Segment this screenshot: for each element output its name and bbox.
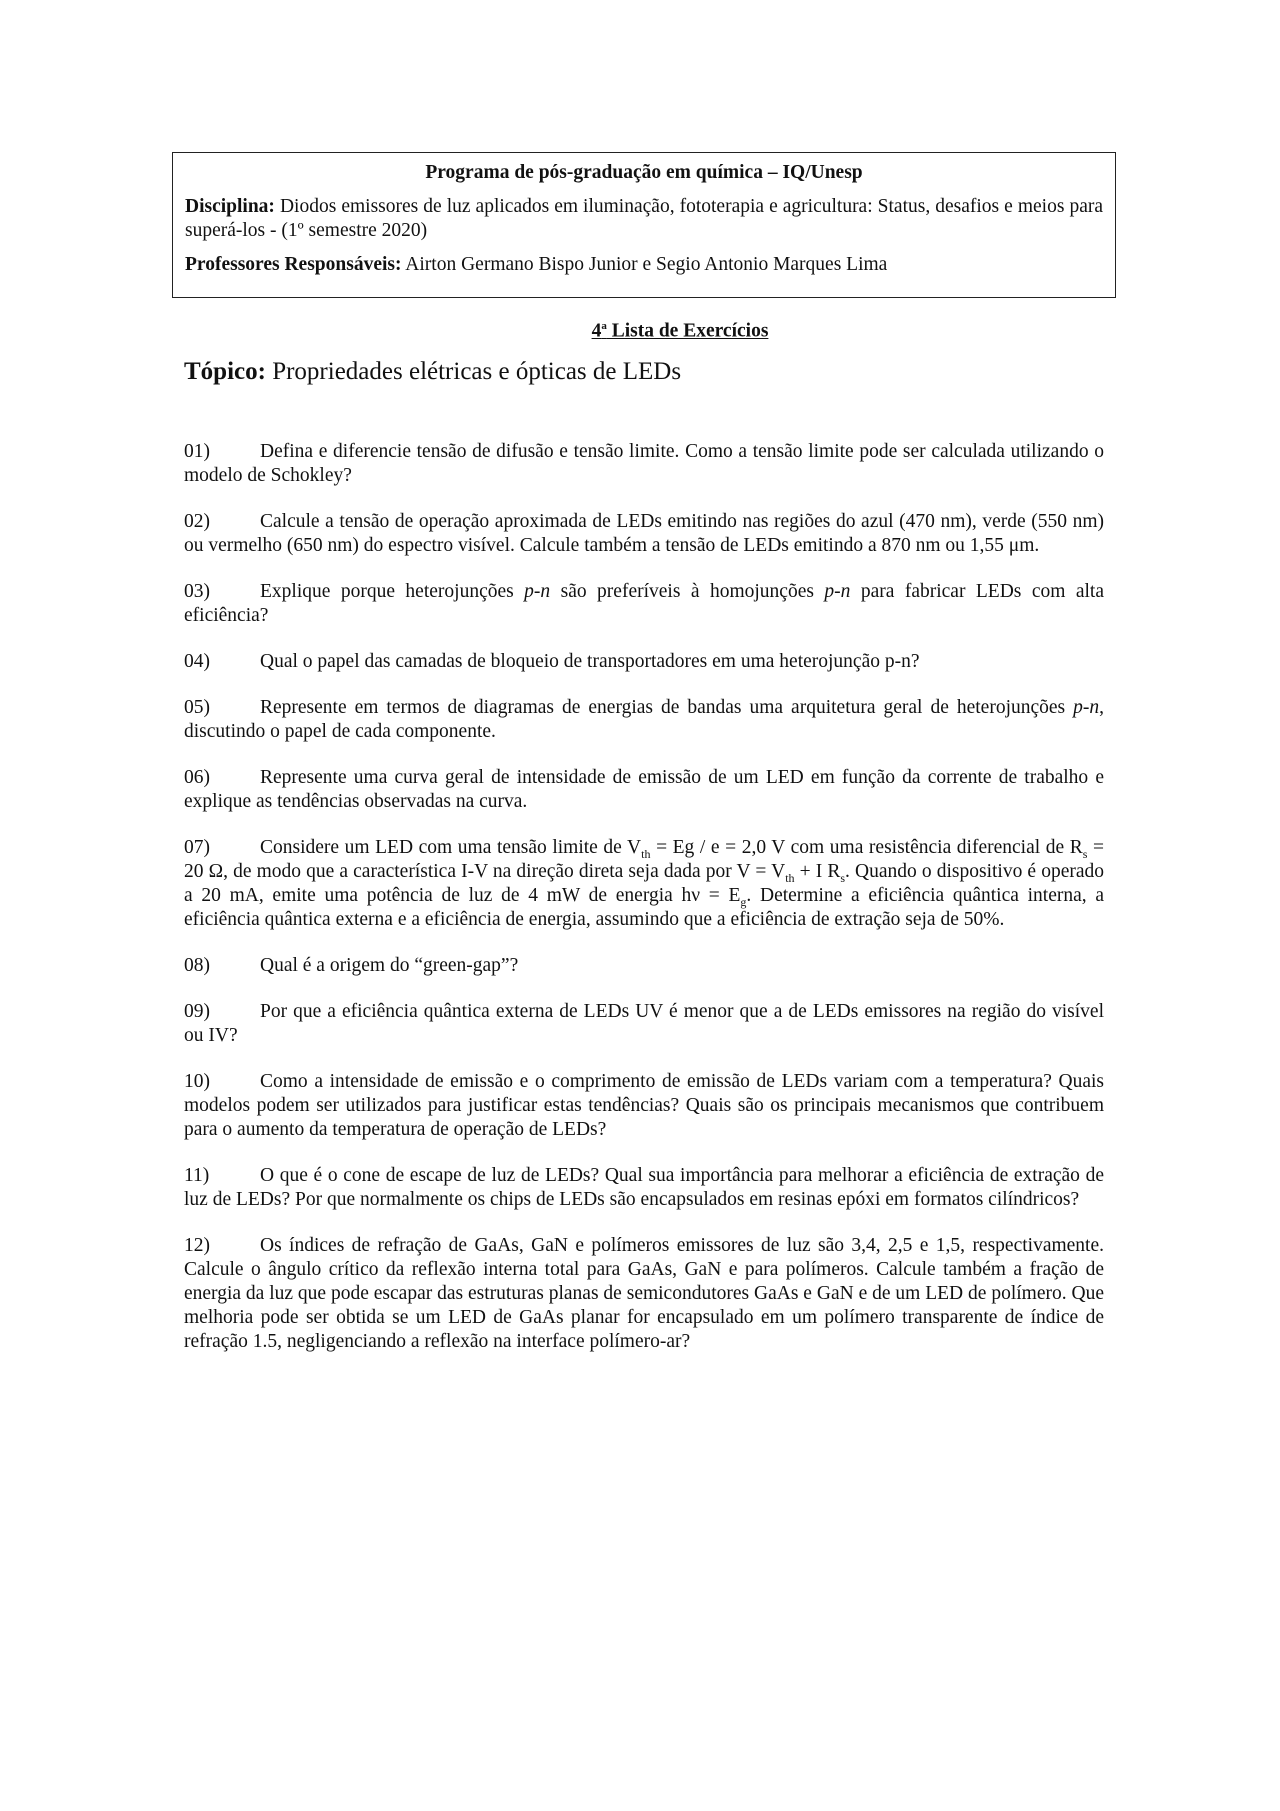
- topic-text: Propriedades elétricas e ópticas de LEDs: [272, 358, 682, 385]
- question-01: [184, 440, 1104, 488]
- question-number: 11): [184, 1165, 210, 1186]
- question-text: Os índices de refração de GaAs, GaN e polímeros emissores de luz são 3,4, 2,5 e 1,5, respectivamente. Calcule o ângulo crítico da reflexão interna total para GaAs, GaN e para polímeros. Calcule também a fração de energia da luz que pode escapar das estruturas planas de semicondutores GaAs e GaN e de um LED de polímero. Que melhoria pode ser obtida se um LED de GaAs planar for encapsulado em um polímero transparente de índice de refração 1.5, negligenciando a reflexão na interface polímero-ar?: [184, 1235, 1104, 1352]
- question-number: 06): [184, 767, 210, 788]
- question-number: 04): [184, 651, 210, 672]
- program-title: Programa de pós-graduação em química – IQ/Unesp: [425, 162, 863, 183]
- question-number: 09): [184, 1001, 210, 1022]
- italic-term: p-n: [1073, 697, 1100, 718]
- list-title-text: Lista de Exercícios: [606, 320, 769, 342]
- professors-text: Airton Germano Bispo Junior e Segio Antonio Marques Lima: [405, 254, 888, 275]
- subscript: th: [785, 870, 795, 885]
- discipline-label: Disciplina:: [185, 196, 275, 217]
- discipline-line: [185, 195, 1103, 243]
- question-11: [184, 1164, 1104, 1212]
- question-text: Explique porque heterojunções: [260, 581, 525, 602]
- question-text: Represente em termos de diagramas de energias de bandas uma arquitetura geral de heterojunções: [260, 697, 1074, 718]
- exercise-list-title: [0, 320, 1280, 343]
- question-number: 12): [184, 1235, 210, 1256]
- question-number: 01): [184, 441, 210, 462]
- question-list: [184, 440, 1104, 1376]
- question-text: para fabricar LEDs com alta eficiência?: [184, 581, 1104, 626]
- question-04: [184, 650, 1104, 674]
- question-08: [184, 954, 1104, 978]
- professors-line: [185, 253, 1103, 277]
- question-text: . Quando o dispositivo é operado a 20 mA, emite uma potência de luz de 4 mW de energia hν = E: [184, 861, 1104, 906]
- question-09: [184, 1000, 1104, 1048]
- topic-heading: [184, 358, 681, 386]
- question-number: 08): [184, 955, 210, 976]
- topic-label: Tópico:: [184, 358, 266, 385]
- subscript: g: [740, 894, 747, 909]
- italic-term: p-n: [824, 581, 851, 602]
- question-text: Defina e diferencie tensão de difusão e tensão limite. Como a tensão limite pode ser calculada utilizando o modelo de Schokley?: [184, 441, 1104, 486]
- question-text: = 20 Ω, de modo que a característica I-V na direção direta seja dada por V = V: [184, 837, 1105, 882]
- subscript: s: [1082, 846, 1088, 861]
- question-text: são preferíveis à homojunções: [550, 581, 825, 602]
- question-text: Qual é a origem do “green-gap”?: [260, 955, 519, 976]
- question-10: [184, 1070, 1104, 1142]
- question-number: 03): [184, 581, 210, 602]
- question-text: , discutindo o papel de cada componente.: [184, 697, 1104, 742]
- question-text: . Determine a eficiência quântica interna, a eficiência quântica externa e a eficiência de energia, assumindo que a eficiência de extração seja de 50%.: [184, 885, 1104, 930]
- question-03: [184, 580, 1104, 628]
- discipline-text: Diodos emissores de luz aplicados em iluminação, fototerapia e agricultura: Status, desafios e meios para superá-los - (1º semestre 2020): [185, 196, 1103, 241]
- question-text: = Eg / e = 2,0 V com uma resistência diferencial de R: [650, 837, 1083, 858]
- question-text: Calcule a tensão de operação aproximada de LEDs emitindo nas regiões do azul (470 nm), verde (550 nm) ou vermelho (650 nm) do espectro visível. Calcule também a tensão de LEDs emitindo a 870 nm ou 1,55 μm.: [184, 511, 1104, 556]
- question-text: Represente uma curva geral de intensidade de emissão de um LED em função da corrente de trabalho e explique as tendências observadas na curva.: [184, 767, 1104, 812]
- question-number: 10): [184, 1071, 210, 1092]
- course-header-box: [172, 152, 1116, 298]
- question-02: [184, 510, 1104, 558]
- professors-label: Professores Responsáveis:: [185, 254, 402, 275]
- question-12: [184, 1234, 1104, 1354]
- question-text: + I R: [794, 861, 841, 882]
- question-text: Como a intensidade de emissão e o comprimento de emissão de LEDs variam com a temperatura? Quais modelos podem ser utilizados para justificar estas tendências? Quais são os principais mecanismos que contribuem para o aumento da temperatura de operação de LEDs?: [184, 1071, 1104, 1140]
- question-text: Considere um LED com uma tensão limite de V: [260, 837, 642, 858]
- question-number: 02): [184, 511, 210, 532]
- question-05: [184, 696, 1104, 744]
- italic-term: p-n: [524, 581, 551, 602]
- subscript: th: [641, 846, 651, 861]
- question-07: [184, 836, 1104, 932]
- question-number: 05): [184, 697, 210, 718]
- question-text: Por que a eficiência quântica externa de LEDs UV é menor que a de LEDs emissores na região do visível ou IV?: [184, 1001, 1104, 1046]
- list-ordinal: a: [601, 320, 607, 332]
- question-text: Qual o papel das camadas de bloqueio de transportadores em uma heterojunção p-n?: [260, 651, 920, 672]
- question-number: 07): [184, 837, 210, 858]
- question-06: [184, 766, 1104, 814]
- subscript: s: [840, 870, 846, 885]
- question-text: O que é o cone de escape de luz de LEDs? Qual sua importância para melhorar a eficiência de extração de luz de LEDs? Por que normalmente os chips de LEDs são encapsulados em resinas epóxi em formatos cilíndricos?: [184, 1165, 1104, 1210]
- list-number: 4: [591, 320, 602, 342]
